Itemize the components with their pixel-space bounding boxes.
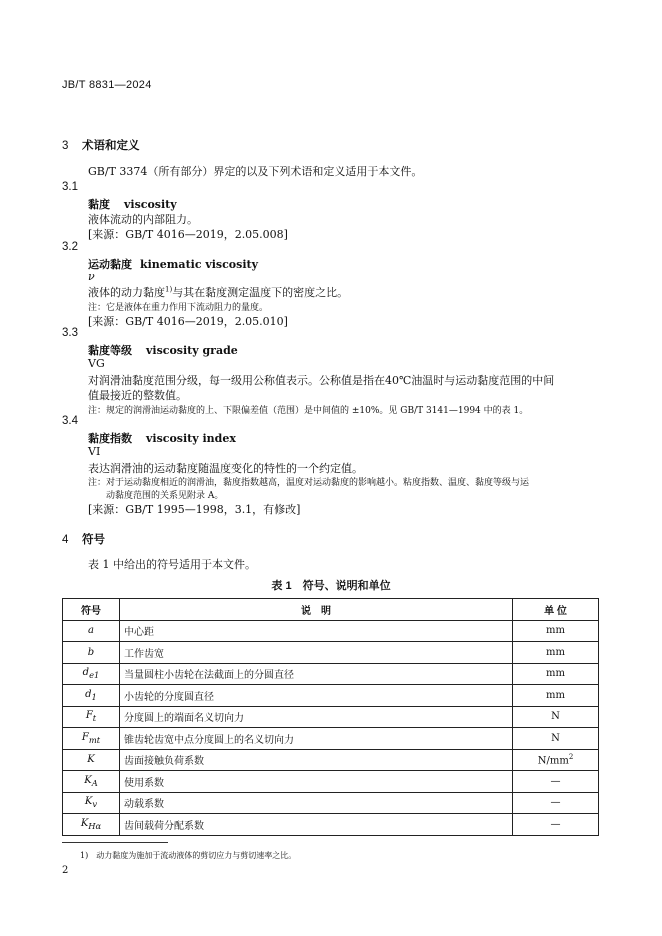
column-header-unit: 单 位: [513, 599, 599, 621]
term-title: 运动黏度 kinematic viscosity: [88, 258, 258, 271]
cell-description: 动载系数: [120, 792, 513, 814]
term-source: [来源：GB/T 4016—2019，2.05.008]: [88, 228, 288, 241]
term-definition: 表达润滑油的运动黏度随温度变化的特性的一个约定值。: [88, 462, 363, 475]
cell-symbol: $K_A$: [63, 771, 120, 793]
cell-unit: N: [513, 728, 599, 750]
cell-description: 中心距: [120, 620, 513, 642]
term-abbreviation: VG: [88, 357, 105, 370]
cell-description: 齿面接触负荷系数: [120, 749, 513, 771]
term-title: 黏度等级 viscosity grade: [88, 344, 238, 357]
page-number: 2: [62, 865, 69, 876]
term-definition: 液体流动的内部阻力。: [88, 213, 198, 226]
footnote-divider: [62, 842, 168, 843]
cell-description: 分度圆上的端面名义切向力: [120, 706, 513, 728]
table-row: [63, 771, 599, 793]
table-row: [63, 814, 599, 836]
symbols-table: [62, 598, 599, 836]
table-row: [63, 792, 599, 814]
column-header-symbol: 符号: [63, 599, 120, 621]
term-definition: 液体的动力黏度$^{1)}$与其在黏度测定温度下的密度之比。: [88, 285, 349, 299]
section-4-heading: 4 符号: [62, 534, 105, 546]
cell-unit: mm: [513, 620, 599, 642]
cell-unit: —: [513, 814, 599, 836]
term-source: [来源：GB/T 1995—1998，3.1，有修改]: [88, 503, 301, 516]
table-row: [63, 749, 599, 771]
cell-unit: $N/mm^2$: [513, 749, 599, 771]
term-note: 注：规定的润滑油运动黏度的上、下限偏差值（范围）是中间值的 ±10%。见 GB/T 3141—1994 中的表 1。: [88, 406, 529, 416]
term-number: 3.2: [62, 241, 78, 253]
column-header-description: 说 明: [120, 599, 513, 621]
cell-symbol: K: [63, 749, 120, 771]
table-row: [63, 728, 599, 750]
term-number: 3.4: [62, 415, 78, 427]
section-3-intro: GB/T 3374（所有部分）界定的以及下列术语和定义适用于本文件。: [88, 165, 423, 178]
cell-symbol: $K_v$: [63, 792, 120, 814]
term-note: 注：对于运动黏度相近的润滑油，黏度指数越高，温度对运动黏度的影响越小。粘度指数、温度、黏度等级与运: [88, 478, 530, 488]
cell-description: 小齿轮的分度圆直径: [120, 685, 513, 707]
term-number: 3.3: [62, 327, 78, 339]
cell-description: 使用系数: [120, 771, 513, 793]
cell-unit: mm: [513, 685, 599, 707]
cell-symbol: a: [63, 620, 120, 642]
table-row: [63, 706, 599, 728]
cell-symbol: $d_1$: [63, 685, 120, 707]
table-row: [63, 620, 599, 642]
cell-symbol: b: [63, 642, 120, 664]
cell-unit: N: [513, 706, 599, 728]
table-row: [63, 685, 599, 707]
term-title: 黏度 viscosity: [88, 198, 177, 211]
cell-unit: mm: [513, 642, 599, 664]
term-abbreviation: VI: [88, 445, 101, 458]
cell-unit: —: [513, 771, 599, 793]
cell-symbol: $d_{e1}$: [63, 663, 120, 685]
term-definition-continued: 值最接近的整数值。: [88, 389, 187, 402]
cell-symbol: $F_{mt}$: [63, 728, 120, 750]
cell-description: 锥齿轮齿宽中点分度圆上的名义切向力: [120, 728, 513, 750]
term-note: 注：它是液体在重力作用下流动阻力的量度。: [88, 303, 269, 313]
table-row: [63, 663, 599, 685]
cell-description: 齿间载荷分配系数: [120, 814, 513, 836]
section-4-intro: 表 1 中给出的符号适用于本文件。: [88, 558, 256, 571]
cell-symbol: $F_t$: [63, 706, 120, 728]
cell-description: 工作齿宽: [120, 642, 513, 664]
table-caption: 表 1 符号、说明和单位: [271, 580, 391, 592]
cell-unit: —: [513, 792, 599, 814]
cell-symbol: $K_{H\alpha}$: [63, 814, 120, 836]
document-header: JB/T 8831—2024: [62, 79, 152, 91]
term-title: 黏度指数 viscosity index: [88, 432, 236, 445]
term-number: 3.1: [62, 181, 78, 193]
cell-unit: mm: [513, 663, 599, 685]
term-symbol: ν: [88, 270, 95, 283]
table-row: [63, 642, 599, 664]
term-definition: 对润滑油黏度范围分级，每一级用公称值表示。公称值是指在40℃油温时与运动黏度范围的中间: [88, 374, 555, 387]
term-note-continued: 动黏度范围的关系见附录 A。: [106, 491, 224, 501]
footnote: 1) 动力黏度为施加于流动液体的剪切应力与剪切速率之比。: [80, 851, 297, 860]
cell-description: 当量圆柱小齿轮在法截面上的分圆直径: [120, 663, 513, 685]
table-header-row: [63, 599, 599, 621]
term-source: [来源：GB/T 4016—2019，2.05.010]: [88, 315, 288, 328]
section-3-heading: 3 术语和定义: [62, 140, 140, 152]
